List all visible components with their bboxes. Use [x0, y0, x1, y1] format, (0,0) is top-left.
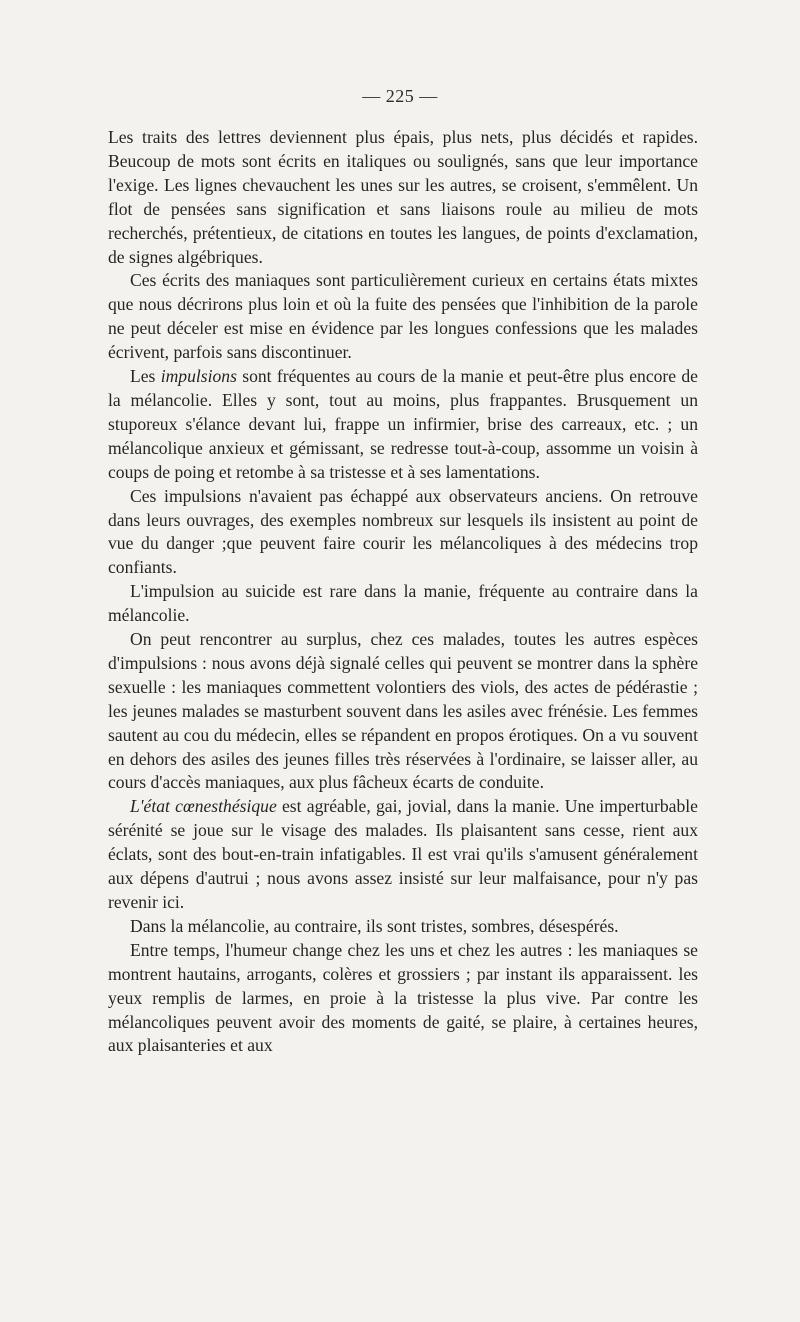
paragraph-9: Entre temps, l'humeur change chez les uns et chez les autres : les maniaques se montrent hautains, arrogants, colères et grossiers ; par instant ils apparaissent. les yeux remplis de larmes, en proie à la tristesse la plus vive. Par contre les mélancoliques peuvent avoir des moments de gaité, se plaire, à certaines heures, aux plaisanteries et aux — [108, 939, 698, 1056]
paragraph-7 — [108, 795, 698, 915]
paragraph-1: Les traits des lettres deviennent plus épais, plus nets, plus décidés et rapides. Beucoup de mots sont écrits en italiques ou soulignés, sans que leur importance l'exige. Les lignes chevauchent les unes sur les autres, se croisent, s'emmêlent. Un flot de pensées sans signification et sans liaisons roule au milieu de mots recherchés, prétentieux, de citations en toutes les langues, de points d'exclamation, de signes algébriques. — [108, 127, 698, 267]
paragraph-3-lead: Les — [130, 366, 161, 387]
paragraph-3 — [108, 365, 698, 485]
term-impulsions: impulsions — [160, 366, 237, 387]
term-etat-coenesthesique: L'état cœnesthésique — [130, 796, 277, 817]
body-text — [108, 126, 698, 1058]
paragraph-7-text: est agréable, gai, jovial, dans la manie. Une imperturbable sérénité se joue sur le visage des malades. Ils plaisantent sans cesse, rient aux éclats, sont des bout-en-train infatigables. Il est vrai qu'ils s'amusent généralement aux dépens d'autrui ; nous avons assez insisté sur leur malfaisance, pour n'y pas revenir ici. — [108, 796, 698, 912]
paragraph-5: L'impulsion au suicide est rare dans la manie, fréquente au contraire dans la mélancolie. — [108, 581, 698, 626]
paragraph-2: Ces écrits des maniaques sont particulièrement curieux en certains états mixtes que nous décrirons plus loin et où la fuite des pensées que l'inhibition de la parole ne peut déceler est mise en évidence par les longues confessions que les malades écrivent, parfois sans discontinuer. — [108, 270, 698, 363]
paragraph-8: Dans la mélancolie, au contraire, ils sont tristes, sombres, désespérés. — [130, 915, 619, 936]
page-number: — 225 — — [362, 86, 438, 106]
paragraph-3-text: sont fréquentes au cours de la manie et peut-être plus encore de la mélancolie. Elles y sont, tout au moins, plus frappantes. Brusquement un stuporeux s'élance devant lui, frappe un infirmier, brise des carreaux, etc. ; un mélancolique anxieux et gémissant, se redresse tout-à-coup, assomme un voisin à coups de poing et retombe à sa tristesse et à ses lamentations. — [108, 366, 698, 482]
paragraph-6: On peut rencontrer au surplus, chez ces malades, toutes les autres espèces d'impulsions : nous avons déjà signalé celles qui peuvent se montrer dans la sphère sexuelle : les maniaques commettent volontiers des viols, des actes de pédérastie ; les jeunes malades se masturbent souvent dans les asiles avec frénésie. Les femmes sautent au cou du médecin, elles se répandent en propos érotiques. On a vu souvent en dehors des asiles des jeunes filles très réservées à l'ordinaire, se laisser aller, au cours d'accès maniaques, aux plus fâcheux écarts de conduite. — [108, 629, 698, 793]
paragraph-4: Ces impulsions n'avaient pas échappé aux observateurs anciens. On retrouve dans leurs ouvrages, des exemples nombreux sur lesquels ils insistent au point de vue du danger ;que peuvent faire courir les mélancoliques à des médecins trop confiants. — [108, 485, 698, 578]
